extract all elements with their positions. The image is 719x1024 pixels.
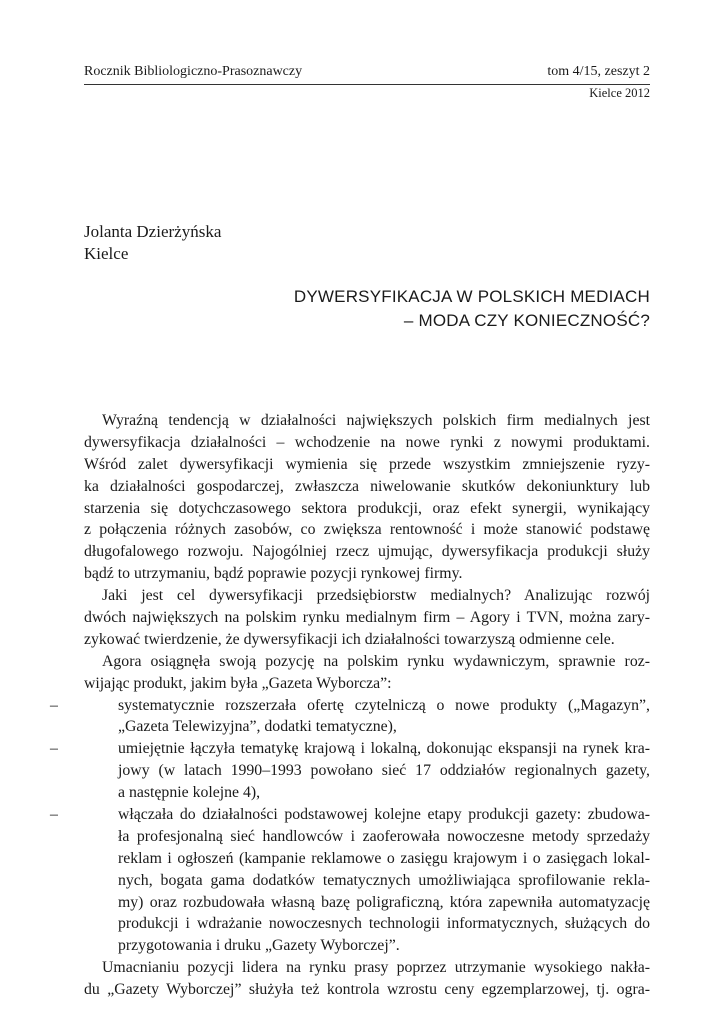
body-line: z połączenia różnych zasobów, co zwiększa rentowność i może stanowić podstawę xyxy=(84,521,650,539)
body-line: starzenia się dotychczasowego sektora produkcji, oraz efekt synergii, wynikający xyxy=(84,499,650,517)
article-body xyxy=(50,410,650,1001)
bullet-dash: – xyxy=(50,806,58,824)
list-item-text: systematycznie rozszerzała ofertę czytelniczą o nowe produkty („Magazyn”, xyxy=(118,696,650,714)
body-line: dywersyfikacja działalności – wchodzenie na nowe rynki z nowymi produktami. xyxy=(84,433,650,451)
list-item xyxy=(50,695,650,717)
body-line: ła profesjonalną sieć handlowców i zaoferowała nowoczesne metody sprzedaży xyxy=(118,827,650,845)
body-line: nych, bogata gama dodatków tematycznych umożliwiająca sprofilowanie rekla- xyxy=(118,871,650,889)
body-line: jowy (w latach 1990–1993 powołano sieć 17 oddziałów regionalnych gazety, xyxy=(118,762,650,780)
body-line: a następnie kolejne 4), xyxy=(118,784,261,802)
volume-issue: tom 4/15, zeszyt 2 xyxy=(547,64,650,79)
journal-name: Rocznik Bibliologiczno-Prasoznawczy xyxy=(84,64,303,79)
list-item-text: umiejętnie łączyła tematykę krajową i lokalną, dokonując ekspansji na rynek kra- xyxy=(118,740,650,758)
author-affiliation: Kielce xyxy=(84,244,129,263)
running-head xyxy=(84,58,650,85)
body-line: dwóch największych na polskim rynku medialnym firm – Agory i TVN, można zary- xyxy=(84,609,650,627)
article-title xyxy=(294,285,650,333)
body-line: Wśród zalet dywersyfikacji wymienia się przede wszystkim zmniejszenie ryzy- xyxy=(84,455,650,473)
body-line: zykować twierdzenie, że dywersyfikacji ich działalności towarzyszą odmienne cele. xyxy=(84,630,615,648)
body-line: długofalowego rozwoju. Najogólniej rzecz ujmując, dywersyfikacja produkcji służy xyxy=(84,543,650,561)
list-item xyxy=(50,804,650,826)
body-line: „Gazeta Telewizyjna”, dodatki tematyczne), xyxy=(118,718,397,736)
body-line: wijając produkt, jakim była „Gazeta Wyborcza”: xyxy=(84,674,392,692)
bullet-dash: – xyxy=(50,696,58,714)
body-line: Jaki jest cel dywersyfikacji przedsiębiorstw medialnych? Analizując rozwój xyxy=(102,587,650,605)
body-line: Agora osiągnęła swoją pozycję na polskim rynku wydawniczym, sprawnie roz- xyxy=(102,652,650,670)
place-year: Kielce 2012 xyxy=(589,86,650,100)
body-line: produkcji i wdrażanie nowoczesnych technologii informatycznych, służących do xyxy=(118,915,650,933)
body-line: Umacnianiu pozycji lidera na rynku prasy poprzez utrzymanie wysokiego nakła- xyxy=(102,959,650,977)
body-line: ka działalności gospodarczej, zwłaszcza niwelowanie skutków dekoniunktury lub xyxy=(84,477,650,495)
list-item-text: włączała do działalności podstawowej kolejne etapy produkcji gazety: zbudowa- xyxy=(118,806,650,824)
list-item xyxy=(50,738,650,760)
bullet-dash: – xyxy=(50,740,58,758)
author-name: Jolanta Dzierżyńska xyxy=(84,222,222,241)
body-line: du „Gazety Wyborczej” służyła też kontrola wzrostu ceny egzemplarzowej, tj. ogra- xyxy=(84,981,650,999)
body-line: reklam i ogłoszeń (kampanie reklamowe o zasięgu krajowym i o zasięgach lokal- xyxy=(118,849,650,867)
title-line-2: – MODA CZY KONIECZNOŚĆ? xyxy=(403,311,650,330)
author-block xyxy=(84,221,221,265)
body-line: bądź to utrzymaniu, bądź poprawie pozycji rynkowej firmy. xyxy=(84,565,463,583)
body-line: przygotowania i druku „Gazety Wyborczej”. xyxy=(118,937,400,955)
body-line: my) oraz rozbudowała własną bazę poligraficzną, która zapewniła automatyzację xyxy=(118,893,650,911)
title-line-1: DYWERSYFIKACJA W POLSKICH MEDIACH xyxy=(293,287,650,306)
body-line: Wyraźną tendencją w działalności największych polskich firm medialnych jest xyxy=(102,412,650,429)
